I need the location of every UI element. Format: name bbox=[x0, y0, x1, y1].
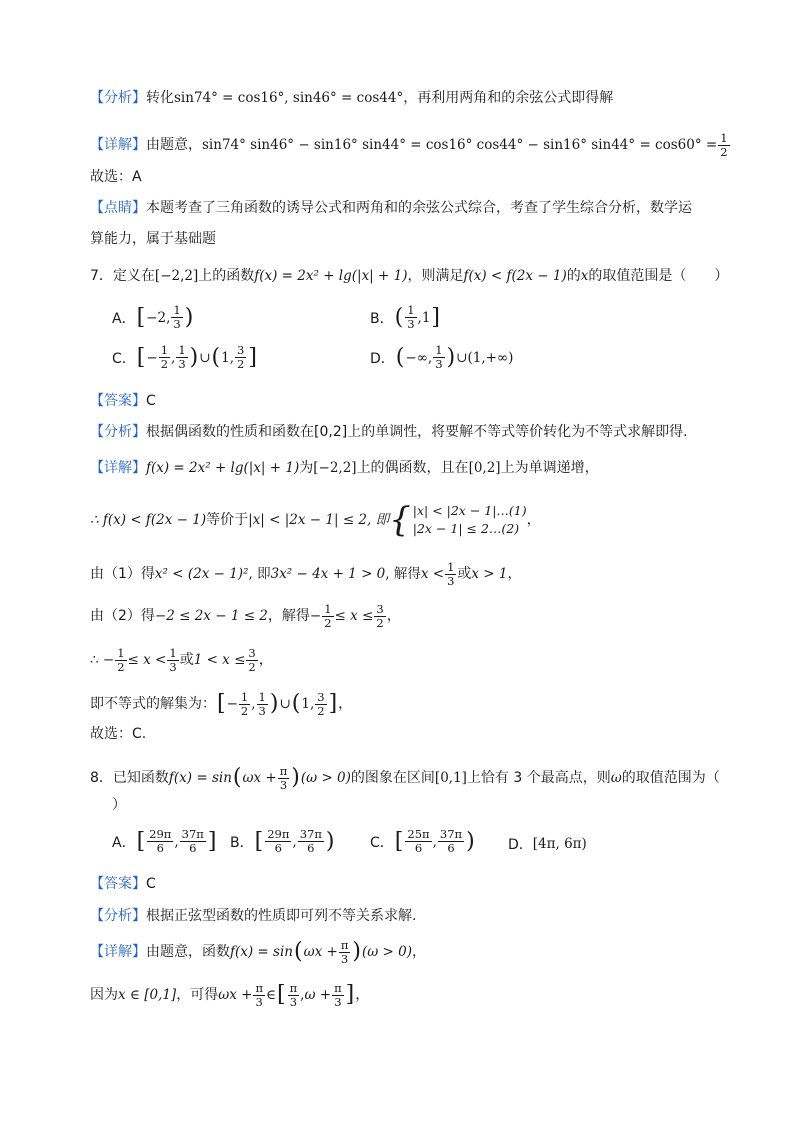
q7-detail-line-2: ∴ f(x) < f(2x − 1) 等价于 |x| < |2x − 1| ≤ 2, 即 { |x| < |2x − 1|…(1) |2x − 1| ≤ 2…(2) ， bbox=[90, 500, 541, 540]
question-number: 8． bbox=[90, 770, 113, 786]
q8-answer-line bbox=[90, 873, 724, 895]
fraction: $\frac{1}{3}$ bbox=[447, 559, 455, 588]
q6-comment-line-2: 算能力，属于基础题 bbox=[90, 231, 216, 247]
fraction: $\frac{1}{3}$ bbox=[435, 343, 443, 371]
q7-detail-line-6: 即不等式的解集为： [ − $\frac{1}{2}$ , $\frac{1}{3}$ ) ∪ ( 1, $\frac{3}{2}$ ] ， bbox=[90, 689, 353, 718]
q6-comment-line-1: 【点睛】 本题考查了三角函数的诱导公式和两角和的余弦公式综合，考查了学生综合分析，数学运 bbox=[90, 197, 724, 219]
fraction: $\frac{\pi}{3}$ bbox=[279, 763, 288, 792]
fraction: $\frac{1}{3}$ bbox=[173, 303, 181, 331]
fraction: $\frac{3}{2}$ bbox=[376, 601, 384, 630]
q7-option-b[interactable]: B． ( $\frac{1}{3}$ , 1 ] bbox=[370, 303, 441, 331]
fraction: $\frac{1}{2}$ bbox=[117, 645, 125, 674]
fraction: $\frac{1}{3}$ bbox=[178, 343, 186, 371]
detail-tag: 【详解】 bbox=[90, 137, 146, 153]
q6-detail-line: 【详解】 由题意， sin74° sin46° − sin16° sin44° = cos16° cos44° − sin16° sin44° = cos60° = $\frac{1}{2}$ bbox=[90, 130, 728, 159]
analysis-tag: 【分析】 bbox=[90, 908, 146, 924]
fraction: $\frac{1}{3}$ bbox=[169, 645, 177, 674]
q7-choice-line: 故选：C. bbox=[90, 726, 147, 742]
q7-answer-line bbox=[90, 390, 724, 412]
q8-option-c[interactable]: C． [ $\frac{25\pi}{6}$ , $\frac{37\pi}{6}$ ) bbox=[370, 827, 475, 855]
q8-detail-line-1: 【详解】 由题意，函数 f(x) = sin ( ωx + $\frac{\pi}{3}$ ) (ω > 0) ， bbox=[90, 937, 426, 966]
fraction: $\frac{1}{2}$ bbox=[160, 343, 169, 371]
q7-option-c[interactable]: C． [ − $\frac{1}{2}$ , $\frac{1}{3}$ ) ∪ ( 1, $\frac{3}{2}$ ] bbox=[112, 343, 257, 371]
q8-stem-line-1: 8． 已知函数 f(x) = sin ( ωx + $\frac{\pi}{3}$ ) (ω > 0) 的图象在区间 [0,1] 上恰有 3 个最高点，则 ω 的取值范围为（ bbox=[90, 763, 720, 792]
q7-detail-line-5: ∴ − $\frac{1}{2}$ ≤ x < $\frac{1}{3}$ 或 1 < x ≤ $\frac{3}{2}$ ， bbox=[90, 645, 273, 674]
answer-tag: 【答案】 bbox=[90, 876, 146, 892]
q7-detail-line-1: 【详解】 f(x) = 2x² + lg(|x| + 1) 为 [−2,2] 上的偶函数，且在 [0,2] 上为单调递增， bbox=[90, 457, 724, 479]
fraction: $\frac{3}{2}$ bbox=[237, 343, 245, 371]
fraction: $\frac{1}{2}$ bbox=[240, 689, 249, 718]
answer-value: C bbox=[146, 876, 156, 892]
comment-tag: 【点睛】 bbox=[90, 200, 146, 216]
q8-analysis-line: 【分析】 根据正弦型函数的性质即可列不等关系求解. bbox=[90, 905, 724, 927]
fraction: $\frac{1}{3}$ bbox=[407, 303, 415, 331]
fraction: $\frac{1}{2}$ bbox=[324, 601, 332, 630]
q7-option-d[interactable]: D． ( −∞, $\frac{1}{3}$ ) ∪(1,+∞) bbox=[370, 343, 514, 371]
q8-stem-line-2: ） bbox=[112, 797, 126, 813]
analysis-tag: 【分析】 bbox=[90, 90, 146, 106]
analysis-tag: 【分析】 bbox=[90, 424, 146, 440]
math-inline: sin74° sin46° − sin16° sin44° = cos16° cos44° − sin16° sin44° = cos60° = bbox=[202, 137, 718, 153]
answer-value: C bbox=[146, 393, 156, 409]
equation-system: { |x| < |2x − 1|…(1) |2x − 1| ≤ 2…(2) bbox=[389, 500, 527, 540]
q8-option-a[interactable]: A． [ $\frac{29\pi}{6}$ , $\frac{37\pi}{6}$ ] bbox=[112, 827, 217, 855]
q8-detail-line-2: 因为 x ∈ [0,1] ，可得 ωx + $\frac{\pi}{3}$ ∈ [ $\frac{\pi}{3}$ , ω + $\frac{\pi}{3}$ ] ， bbox=[90, 980, 370, 1009]
q6-analysis-line: 【分析】 转化 sin74° = cos16°, sin46° = cos44° ，再利用两角和的余弦公式即得解 bbox=[90, 87, 724, 109]
fraction: $\frac{3}{2}$ bbox=[317, 689, 325, 718]
q8-option-d[interactable]: D． [4π, 6π) bbox=[508, 836, 587, 853]
q7-detail-line-4: 由（2）得 −2 ≤ 2x − 1 ≤ 2 ，解得 − $\frac{1}{2}$ ≤ x ≤ $\frac{3}{2}$ ， bbox=[90, 601, 401, 630]
question-number: 7． bbox=[90, 268, 113, 284]
math-inline: f(x) < f(2x − 1) bbox=[463, 268, 567, 284]
q7-stem: 7． 定义在 [−2,2] 上的函数 f(x) = 2x² + lg(|x| + 1) ，则满足 f(x) < f(2x − 1) 的 x 的取值范围是（ ） bbox=[90, 265, 724, 287]
q8-option-b[interactable]: B． [ $\frac{29\pi}{6}$ , $\frac{37\pi}{6}$ ) bbox=[230, 827, 335, 855]
math-inline: sin74° = cos16°, sin46° = cos44° bbox=[174, 90, 404, 106]
fraction: $\frac{1}{3}$ bbox=[258, 689, 266, 718]
q7-option-a[interactable]: A． [ −2, $\frac{1}{3}$ ) bbox=[112, 303, 194, 331]
answer-tag: 【答案】 bbox=[90, 393, 146, 409]
q7-detail-line-3: 由（1）得 x² < (2x − 1)² , 即 3x² − 4x + 1 > 0 , 解得 x < $\frac{1}{3}$ 或 x > 1 ， bbox=[90, 559, 522, 588]
q7-analysis-line: 【分析】 根据偶函数的性质和函数在[0,2]上的单调性，将要解不等式等价转化为不等式求解即得. bbox=[90, 421, 724, 443]
fraction: $\frac{1}{2}$ bbox=[720, 130, 728, 159]
fraction: $\frac{3}{2}$ bbox=[248, 645, 256, 674]
q6-choice-line: 故选：A bbox=[90, 169, 142, 185]
math-inline: f(x) = 2x² + lg(|x| + 1) bbox=[254, 268, 408, 284]
detail-tag: 【详解】 bbox=[90, 944, 146, 960]
detail-tag: 【详解】 bbox=[90, 460, 146, 476]
